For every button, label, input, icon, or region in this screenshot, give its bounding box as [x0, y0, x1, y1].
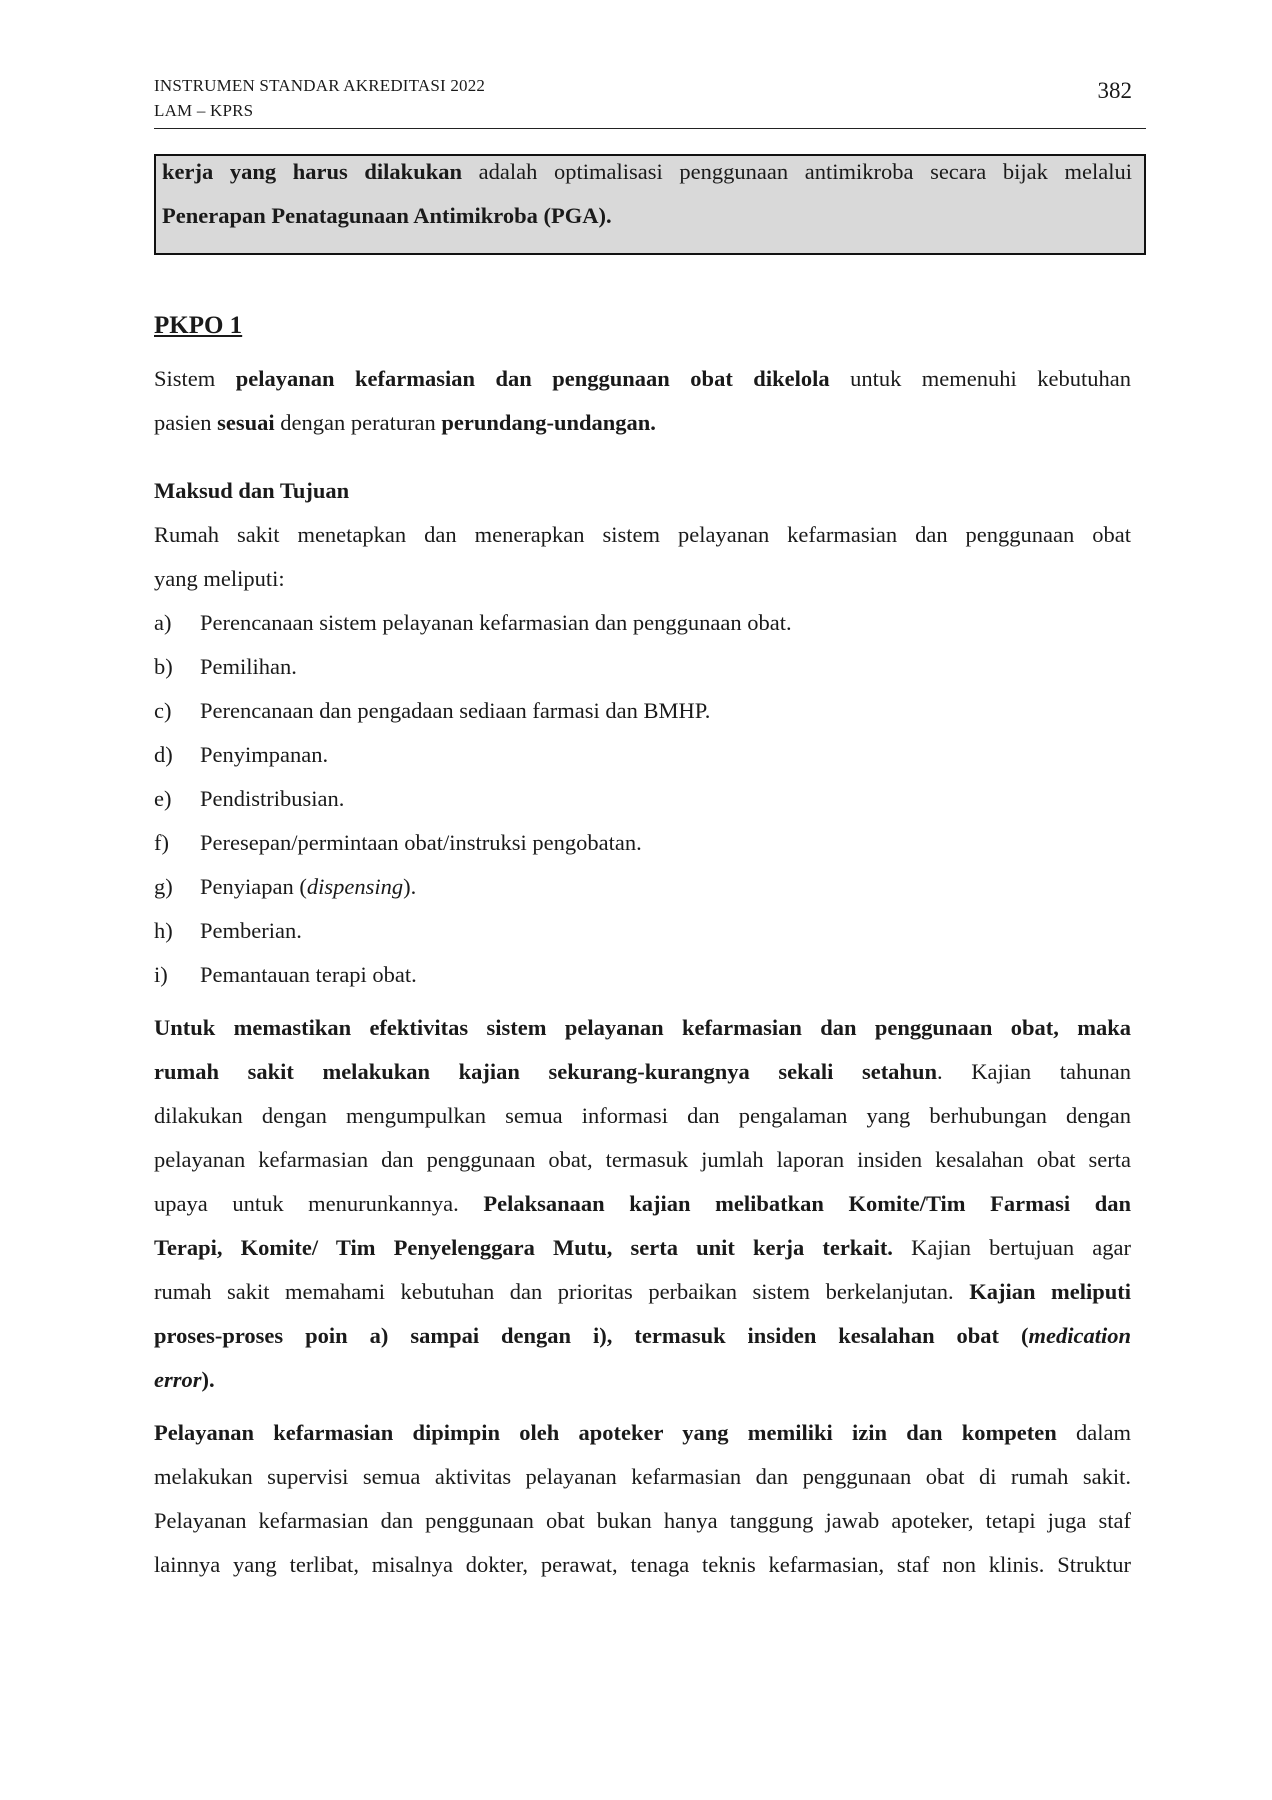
intro-line — [154, 557, 1131, 601]
text-run: . Kajian tahunan — [936, 1059, 1131, 1084]
list-item — [154, 865, 1131, 909]
list-item-text: Pendistribusian. — [200, 786, 345, 811]
intro-line — [154, 513, 1131, 557]
list-item-label: b) — [154, 654, 173, 679]
text-run: kerja yang harus dilakukan — [162, 159, 462, 184]
header-divider — [154, 128, 1146, 129]
text-run: proses-proses poin a) sampai dengan i), termasuk insiden kesalahan obat ( — [154, 1323, 1029, 1348]
text-run: melakukan supervisi semua aktivitas pelayanan kefarmasian dan penggunaan obat di rumah sakit. — [154, 1464, 1131, 1489]
list-item-text: dispensing — [306, 874, 404, 899]
text-run: rumah sakit memahami kebutuhan dan prioritas perbaikan sistem berkelanjutan. — [154, 1279, 970, 1304]
paragraph-line — [154, 1499, 1131, 1543]
list-item-text: Pemantauan terapi obat. — [200, 962, 417, 987]
paragraph-line — [154, 1270, 1131, 1314]
list-item-label: i) — [154, 962, 168, 987]
list-item — [154, 689, 1131, 733]
box-text-line — [162, 194, 1132, 238]
paragraph-line — [154, 1094, 1131, 1138]
paragraph-line — [154, 1358, 1131, 1402]
text-run: adalah optimalisasi penggunaan antimikroba secara bijak melalui — [462, 159, 1132, 184]
paragraph-line — [154, 1543, 1131, 1587]
paragraph-line — [154, 1006, 1131, 1050]
text-run: Sistem — [154, 366, 236, 391]
list-item-text: Penyiapan ( — [200, 874, 307, 899]
list-item-text: Peresepan/permintaan obat/instruksi pengobatan. — [200, 830, 642, 855]
list-item-label: a) — [154, 610, 172, 635]
text-run: Pelayanan kefarmasian dipimpin oleh apoteker yang memiliki izin dan kompeten — [154, 1420, 1057, 1445]
list-item-label: f) — [154, 830, 169, 855]
list-item-text: Pemilihan. — [200, 654, 297, 679]
list-item — [154, 821, 1131, 865]
text-run: ). — [201, 1367, 215, 1392]
list-item-text: Perencanaan dan pengadaan sediaan farmasi dan BMHP. — [200, 698, 711, 723]
list-item-label: d) — [154, 742, 173, 767]
text-run: untuk memenuhi kebutuhan — [829, 366, 1131, 391]
paragraph-line — [154, 1182, 1131, 1226]
list-item-text: Penyimpanan. — [200, 742, 329, 767]
list-item — [154, 953, 1131, 997]
paragraph-line — [154, 1411, 1131, 1455]
text-run: perundang-undangan. — [441, 410, 656, 435]
text-run: yang meliputi: — [154, 566, 285, 591]
text-run: Untuk memastikan efektivitas sistem pelayanan kefarmasian dan penggunaan obat, maka — [154, 1015, 1131, 1040]
box-text-line — [162, 150, 1132, 194]
list-item — [154, 733, 1131, 777]
list-item-label: h) — [154, 918, 173, 943]
text-run: Terapi, Komite/ Tim Penyelenggara Mutu, serta unit kerja terkait. — [154, 1235, 893, 1260]
list-item — [154, 909, 1131, 953]
text-run: sesuai — [217, 410, 275, 435]
text-run: Kajian bertujuan agar — [892, 1235, 1131, 1260]
text-run: Rumah sakit menetapkan dan menerapkan sistem pelayanan kefarmasian dan penggunaan obat — [154, 522, 1131, 547]
list-item-label: c) — [154, 698, 172, 723]
list-item — [154, 645, 1131, 689]
list-item-label: g) — [154, 874, 173, 899]
text-run: error — [154, 1367, 202, 1392]
list-item — [154, 777, 1131, 821]
text-run: dilakukan dengan mengumpulkan semua informasi dan pengalaman yang berhubungan dengan — [154, 1103, 1131, 1128]
text-run: Pelayanan kefarmasian dan penggunaan obat bukan hanya tanggung jawab apoteker, tetapi juga staf — [154, 1508, 1131, 1533]
list-item — [154, 601, 1131, 645]
list-item-label: e) — [154, 786, 172, 811]
text-run: medication — [1028, 1323, 1131, 1348]
text-run: rumah sakit melakukan kajian sekurang-kurangnya sekali setahun — [154, 1059, 937, 1084]
paragraph-line — [154, 1455, 1131, 1499]
text-run: Kajian meliputi — [969, 1279, 1131, 1304]
text-run: Pelaksanaan kajian melibatkan Komite/Tim Farmasi dan — [483, 1191, 1131, 1216]
text-run: pasien — [154, 410, 218, 435]
subheading: Maksud dan Tujuan — [154, 478, 350, 503]
running-header-title: INSTRUMEN STANDAR AKREDITASI 2022 — [154, 76, 486, 95]
paragraph-line — [154, 1050, 1131, 1094]
text-run: dalam — [1056, 1420, 1131, 1445]
list-item-text: ). — [403, 874, 417, 899]
text-run: pelayanan kefarmasian dan penggunaan obat dikelola — [235, 366, 830, 391]
standard-line — [154, 357, 1131, 401]
text-run: upaya untuk menurunkannya. — [154, 1191, 484, 1216]
text-run: lainnya yang terlibat, misalnya dokter, perawat, tenaga teknis kefarmasian, staf non klinis. Struktur — [154, 1552, 1131, 1577]
list-item-text: Pemberian. — [200, 918, 302, 943]
text-run: Penerapan Penatagunaan Antimikroba (PGA). — [162, 203, 612, 228]
section-title: PKPO 1 — [154, 312, 243, 339]
text-run: dengan peraturan — [274, 410, 442, 435]
running-header-subtitle: LAM – KPRS — [154, 101, 254, 120]
paragraph-line — [154, 1226, 1131, 1270]
paragraph-line — [154, 1314, 1131, 1358]
paragraph-line — [154, 1138, 1131, 1182]
standard-line — [154, 401, 1131, 445]
list-item-text: Perencanaan sistem pelayanan kefarmasian dan penggunaan obat. — [200, 610, 792, 635]
text-run: pelayanan kefarmasian dan penggunaan obat, termasuk jumlah laporan insiden kesalahan obat serta — [154, 1147, 1131, 1172]
page-number: 382 — [1097, 78, 1132, 103]
